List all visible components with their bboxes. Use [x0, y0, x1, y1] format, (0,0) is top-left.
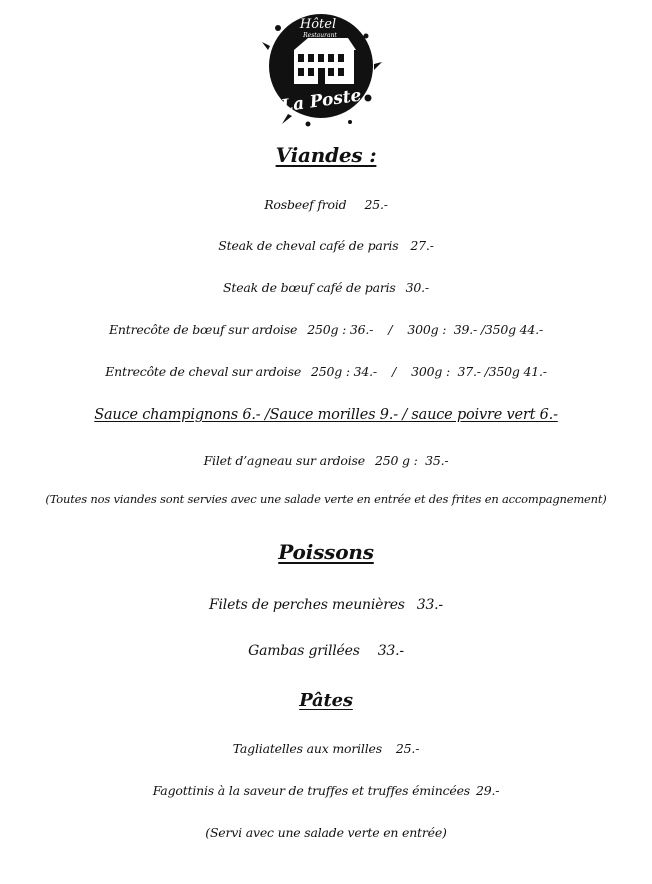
menu-item: [0, 453, 652, 468]
menu-item: [0, 741, 652, 756]
item-name: Tagliatelles aux morilles: [232, 741, 382, 756]
section-title-viandes: Viandes :: [275, 143, 377, 167]
logo-sub-text: Restaurant: [303, 32, 337, 39]
menu-item: [0, 280, 652, 295]
menu-item: [0, 364, 652, 379]
item-price: 250g : 36.- / 300g : 39.- /350g 44.-: [307, 322, 543, 337]
item-price: 250 g : 35.-: [374, 453, 449, 468]
menu-item: [0, 783, 652, 798]
item-name: Filets de perches meunières: [209, 597, 405, 613]
section-title-pates: Pâtes: [299, 690, 353, 711]
item-price: 29.-: [476, 783, 500, 798]
item-price: 25.-: [364, 197, 388, 212]
section-title-poissons: Poissons: [278, 540, 374, 564]
logo-top-text: Hôtel: [299, 17, 337, 32]
item-name: Filet d’agneau sur ardoise: [203, 453, 365, 468]
sauces-line: Sauce champignons 6.- /Sauce morilles 9.- / sauce poivre vert 6.-: [94, 407, 558, 423]
menu-item: [0, 322, 652, 337]
menu-item: [0, 597, 652, 613]
item-name: Steak de bœuf café de paris: [223, 280, 396, 295]
item-price: 250g : 34.- / 300g : 37.- /350g 41.-: [311, 364, 547, 379]
viandes-note: (Toutes nos viandes sont servies avec une salade verte en entrée et des frites en accompagnement): [45, 492, 607, 506]
item-name: Entrecôte de cheval sur ardoise: [105, 364, 302, 379]
item-price: 27.-: [410, 238, 434, 253]
item-name: Entrecôte de bœuf sur ardoise: [108, 322, 298, 337]
menu-item: [0, 643, 652, 659]
item-name: Rosbeef froid: [264, 197, 347, 212]
item-name: Steak de cheval café de paris: [218, 238, 399, 253]
menu-item: [0, 238, 652, 253]
hotel-la-poste-logo: [258, 6, 384, 132]
menu-item: [0, 197, 652, 212]
item-name: Fagottinis à la saveur de truffes et truffes émincées: [152, 783, 470, 798]
item-name: Gambas grillées: [248, 643, 360, 659]
item-price: 30.-: [405, 280, 429, 295]
logo-bottom-text: La Poste: [279, 85, 363, 117]
pates-note: (Servi avec une salade verte en entrée): [205, 825, 447, 840]
item-price: 25.-: [395, 741, 420, 756]
item-price: 33.-: [416, 597, 443, 613]
item-price: 33.-: [377, 643, 404, 659]
